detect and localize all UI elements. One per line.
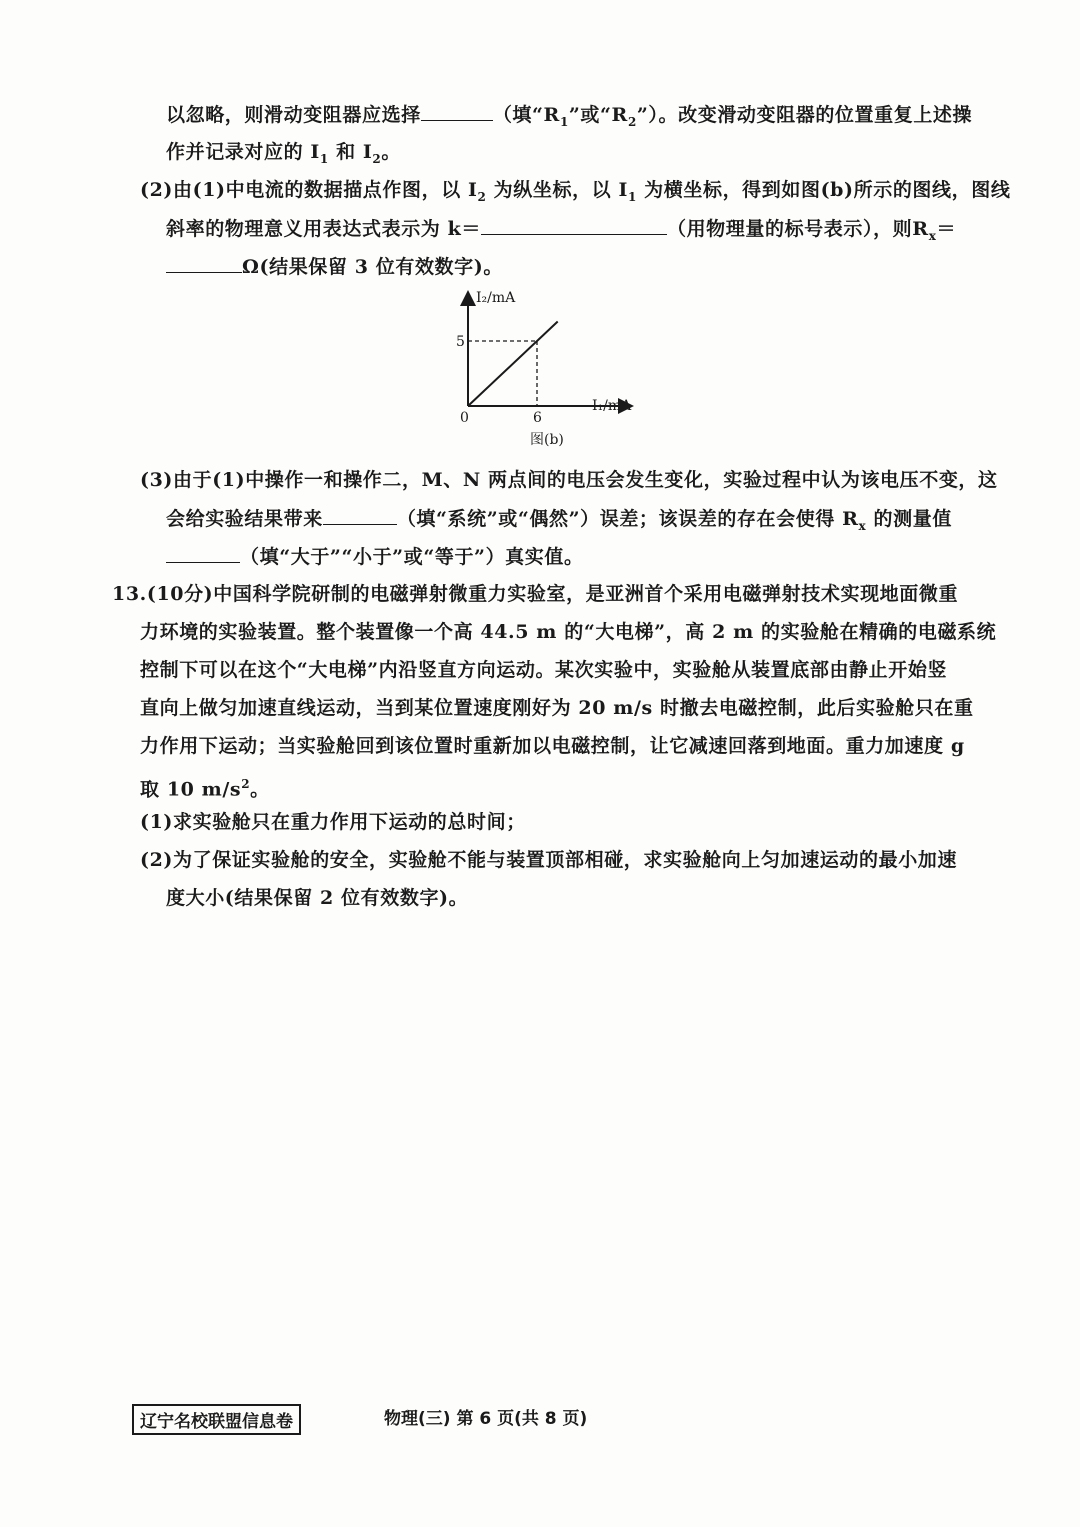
answer-blank-compare[interactable] [166,544,240,563]
x-tick-label: 6 [533,410,542,426]
data-line [468,322,558,407]
answer-blank-slope[interactable] [481,216,667,235]
q12-part3-line-3: （填“大于”“小于”或“等于”）真实值。 [166,544,584,569]
q13-subquestion-2-line-1: (2)为了保证实验舱的安全，实验舱不能与装置顶部相碰，求实验舱向上匀加速运动的最小加速 [140,849,958,871]
q13-line-5: 力作用下运动；当实验舱回到该位置时重新加以电磁控制，让它减速回落到地面。重力加速度 g [140,735,965,757]
answer-blank-error-type[interactable] [323,506,397,525]
q13-subquestion-1: (1)求实验舱只在重力作用下运动的总时间； [140,811,526,833]
school-name-box: 辽宁名校联盟信息卷 [132,1404,301,1435]
q13-subquestion-2-line-2: 度大小(结果保留 2 位有效数字)。 [166,887,469,909]
origin-label: 0 [460,410,469,426]
q12-line-1: 以忽略，则滑动变阻器应选择 （填“$R_1$”或“$R_2$”）。改变滑动变阻器的位置重复上述操 [166,104,973,129]
q12-part3-line-2: 会给实验结果带来 （填“系统”或“偶然”）误差；该误差的存在会使得 $R_x$ 的测量值 [166,508,952,533]
figure-caption: 图(b) [530,432,564,448]
q12-part2-line-2: 斜率的物理意义用表达式表示为 k＝ （用物理量的标号表示），则$R_x=$ [166,218,957,243]
figure-b-graph [440,282,660,452]
answer-blank-1[interactable] [421,102,493,121]
answer-blank-rx[interactable] [166,254,242,273]
q12-part2-line-3: Ω(结果保留 3 位有效数字)。 [166,254,503,279]
q12-part3-line-1: (3)由于(1)中操作一和操作二，M、N 两点间的电压会发生变化，实验过程中认为该电压不变，这 [140,469,998,491]
page-info: 物理(三) 第 6 页(共 8 页) [384,1409,588,1429]
x-axis-label: I₁/mA [592,398,632,414]
q12-part2-line-1: (2)由(1)中电流的数据描点作图，以 $I_2$ 为纵坐标，以 $I_1$ 为横坐标，得到如图(b)所示的图线，图线 [140,179,1011,204]
q13-line-4: 直向上做匀加速直线运动，当到某位置速度刚好为 20 m/s 时撤去电磁控制，此后实验舱只在重 [140,697,974,719]
y-axis-label: I₂/mA [476,290,516,306]
q13-line-1: 13.(10分)中国科学院研制的电磁弹射微重力实验室，是亚洲首个采用电磁弹射技术实现地面微重 [112,583,959,605]
q13-line-6: 取 10 $m/s^2$。 [140,777,270,801]
y-tick-label: 5 [456,334,465,350]
q13-line-3: 控制下可以在这个“大电梯”内沿竖直方向运动。某次实验中，实验舱从装置底部由静止开始竖 [140,659,948,681]
q13-line-2: 力环境的实验装置。整个装置像一个高 44.5 m 的“大电梯”，高 2 m 的实验舱在精确的电磁系统 [140,621,997,643]
q12-line-2: 作并记录对应的 $I_1$ 和 $I_2$。 [166,141,401,166]
